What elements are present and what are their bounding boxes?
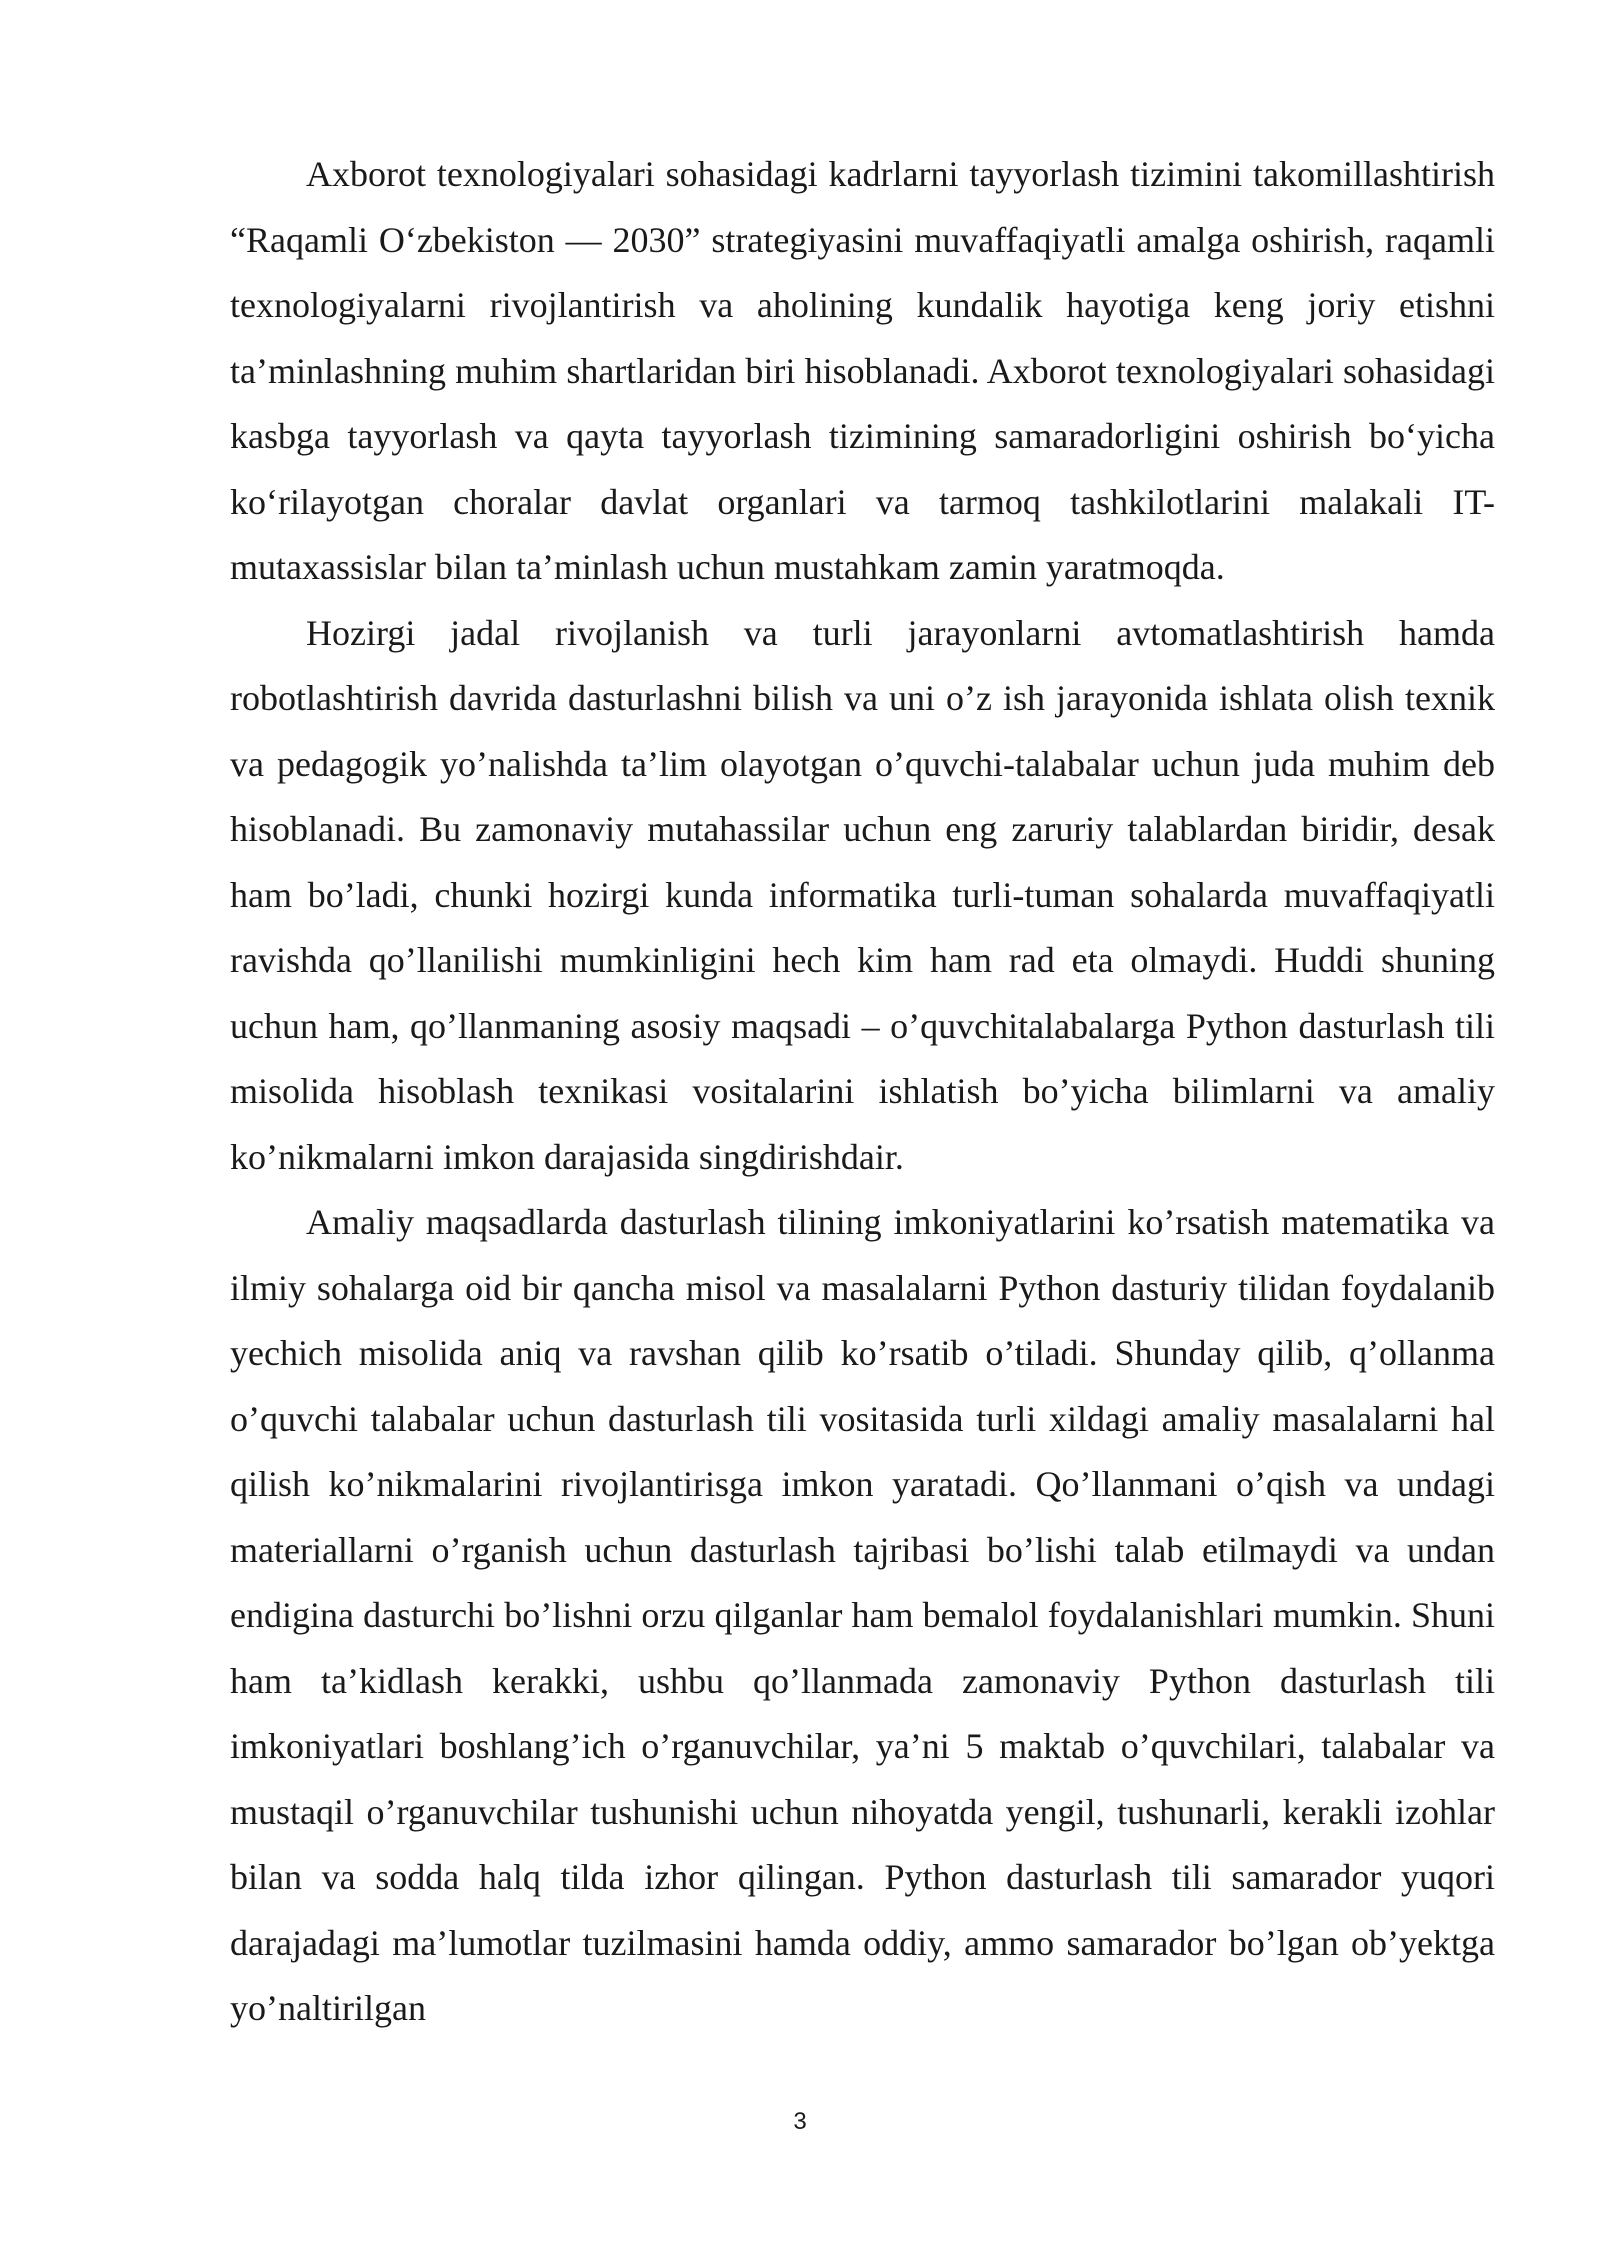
paragraph-1: Axborot texnologiyalari sohasidagi kadrlarni tayyorlash tizimini takomillashtirish “Raqamli O‘zbekiston — 2030” strategiyasini muvaffaqiyatli amalga oshirish, raqamli texnologiyalarni rivojlantirish va aholining kundalik hayotiga keng joriy etishni ta’minlashning muhim shartlaridan biri hisoblanadi. Axborot texnologiyalari sohasidagi kasbga tayyorlash va qayta tayyorlash tizimining samaradorligini oshirish bo‘yicha ko‘rilayotgan choralar davlat organlari va tarmoq tashkilotlarini malakali IT-mutaxassislar bilan ta’minlash uchun mustahkam zamin yaratmoqda.: [230, 154, 1495, 587]
paragraph-2: Hozirgi jadal rivojlanish va turli jarayonlarni avtomatlashtirish hamda robotlashtirish davrida dasturlashni bilish va uni o’z ish jarayonida ishlata olish texnik va pedagogik yo’nalishda ta’lim olayotgan o’quvchi-talabalar uchun juda muhim deb hisoblanadi. Bu zamonaviy mutahassilar uchun eng zaruriy talablardan biridir, desak ham bo’ladi, chunki hozirgi kunda informatika turli-tuman sohalarda muvaffaqiyatli ravishda qo’llanilishi mumkinligini hech kim ham rad eta olmaydi. Huddi shuning uchun ham, qo’llanmaning asosiy maqsadi – o’quvchitalabalarga Python dasturlash tili misolida hisoblash texnikasi vositalarini ishlatish bo’yicha bilimlarni va amaliy ko’nikmalarni imkon darajasida singdirishdair.: [230, 612, 1495, 1177]
body-text: [230, 142, 1495, 2042]
paragraph-3: Amaliy maqsadlarda dasturlash tilining imkoniyatlarini ko’rsatish matematika va ilmiy sohalarga oid bir qancha misol va masalalarni Python dasturiy tilidan foydalanib yechich misolida aniq va ravshan qilib ko’rsatib o’tiladi. Shunday qilib, q’ollanma o’quvchi talabalar uchun dasturlash tili vositasida turli xildagi amaliy masalalarni hal qilish ko’nikmalarini rivojlantirisga imkon yaratadi. Qo’llanmani o’qish va undagi materiallarni o’rganish uchun dasturlash tajribasi bo’lishi talab etilmaydi va undan endigina dasturchi bo’lishni orzu qilganlar ham bemalol foydalanishlari mumkin. Shuni ham ta’kidlash kerakki, ushbu qo’llanmada zamonaviy Python dasturlash tili imkoniyatlari boshlang’ich o’rganuvchilar, ya’ni 5 maktab o’quvchilari, talabalar va mustaqil o’rganuvchilar tushunishi uchun nihoyatda yengil, tushunarli, kerakli izohlar bilan va sodda halq tilda izhor qilingan. Python dasturlash tili samarador yuqori darajadagi ma’lumotlar tuzilmasini hamda oddiy, ammo samarador bo’lgan ob’yektga yo’naltirilgan: [230, 1202, 1495, 2028]
page-number: 3: [793, 2108, 807, 2135]
